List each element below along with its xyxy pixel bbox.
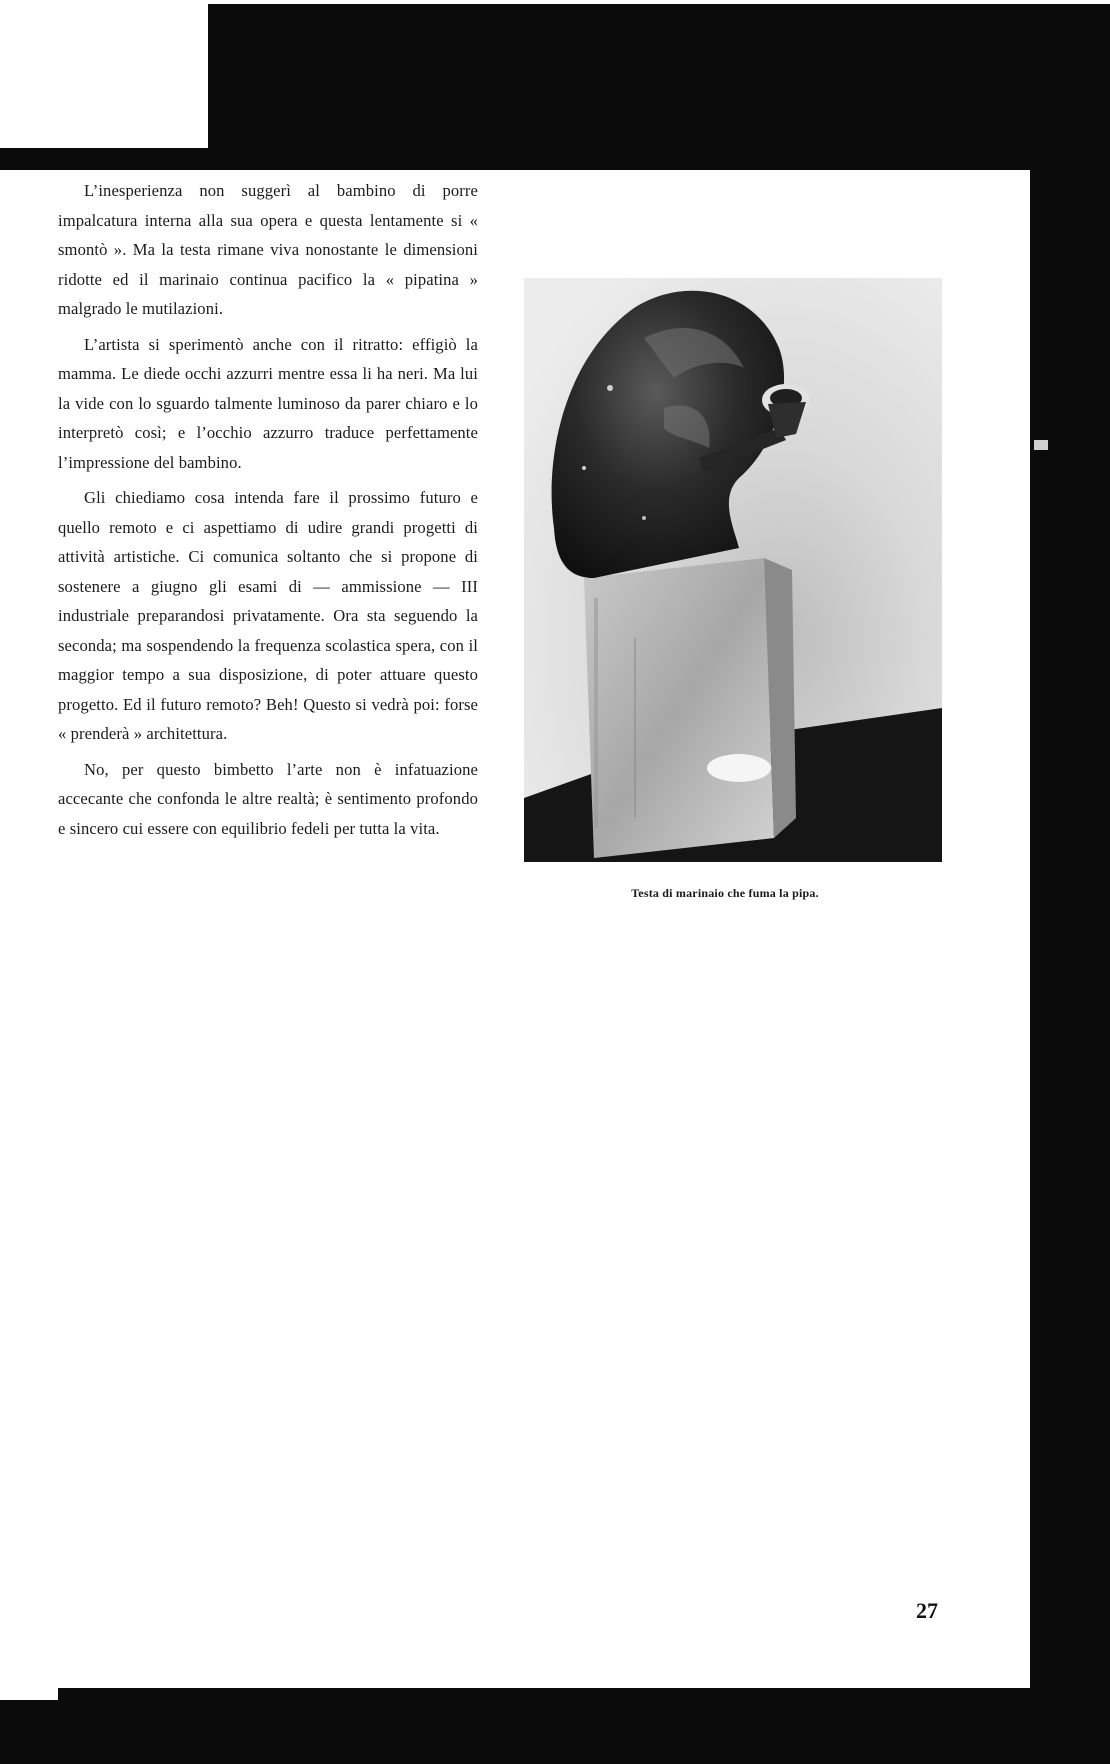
scan-border-bottom-left — [0, 1700, 60, 1764]
sculpture-photo — [524, 278, 942, 862]
scan-border-bottom — [58, 1688, 1110, 1764]
article-body — [58, 176, 478, 849]
paragraph: No, per questo bimbetto l’arte non è infatuazione accecante che confonda le altre realtà; è sentimento profondo e sincero cui essere con equilibrio fedeli per tutta la vita. — [58, 759, 478, 838]
paragraph: L’inesperienza non suggerì al bambino di porre impalcatura interna alla sua opera e questa lentamente si « smontò ». Ma la testa rimane viva nonostante le dimensioni ridotte ed il marinaio continua pacifico la « pipatina » malgrado le mutilazioni. — [58, 181, 478, 318]
scan-speck — [1034, 440, 1048, 450]
paragraph: Gli chiediamo cosa intenda fare il prossimo futuro e quello remoto e ci aspettiamo di udire grandi progetti di attività artistiche. Ci comunica soltanto che si propone di sostenere a giugno gli esami di — ammissione — III industriale preparandosi privatamente. Ora sta seguendo la seconda; ma sospendendo la frequenza scolastica spera, con il maggior tempo a sua disposizione, di poter attuare questo progetto. Ed il futuro remoto? Beh! Questo si vedrà poi: forse « prenderà » architettura. — [58, 488, 478, 743]
page-number: 27 — [916, 1598, 938, 1623]
paragraph: L’artista si sperimentò anche con il ritratto: effigiò la mamma. Le diede occhi azzurri mentre essa li ha neri. Ma lui la vide con lo sguardo talmente luminoso da parer chiaro e lo interpretò così; e l’occhio azzurro traduce perfettamente l’impressione del bambino. — [58, 334, 478, 472]
scan-border-right — [1030, 4, 1110, 1764]
scan-border-top-block — [208, 4, 1048, 154]
figure-caption: Testa di marinaio che fuma la pipa. — [631, 886, 819, 900]
scan-border-gap — [0, 0, 208, 148]
